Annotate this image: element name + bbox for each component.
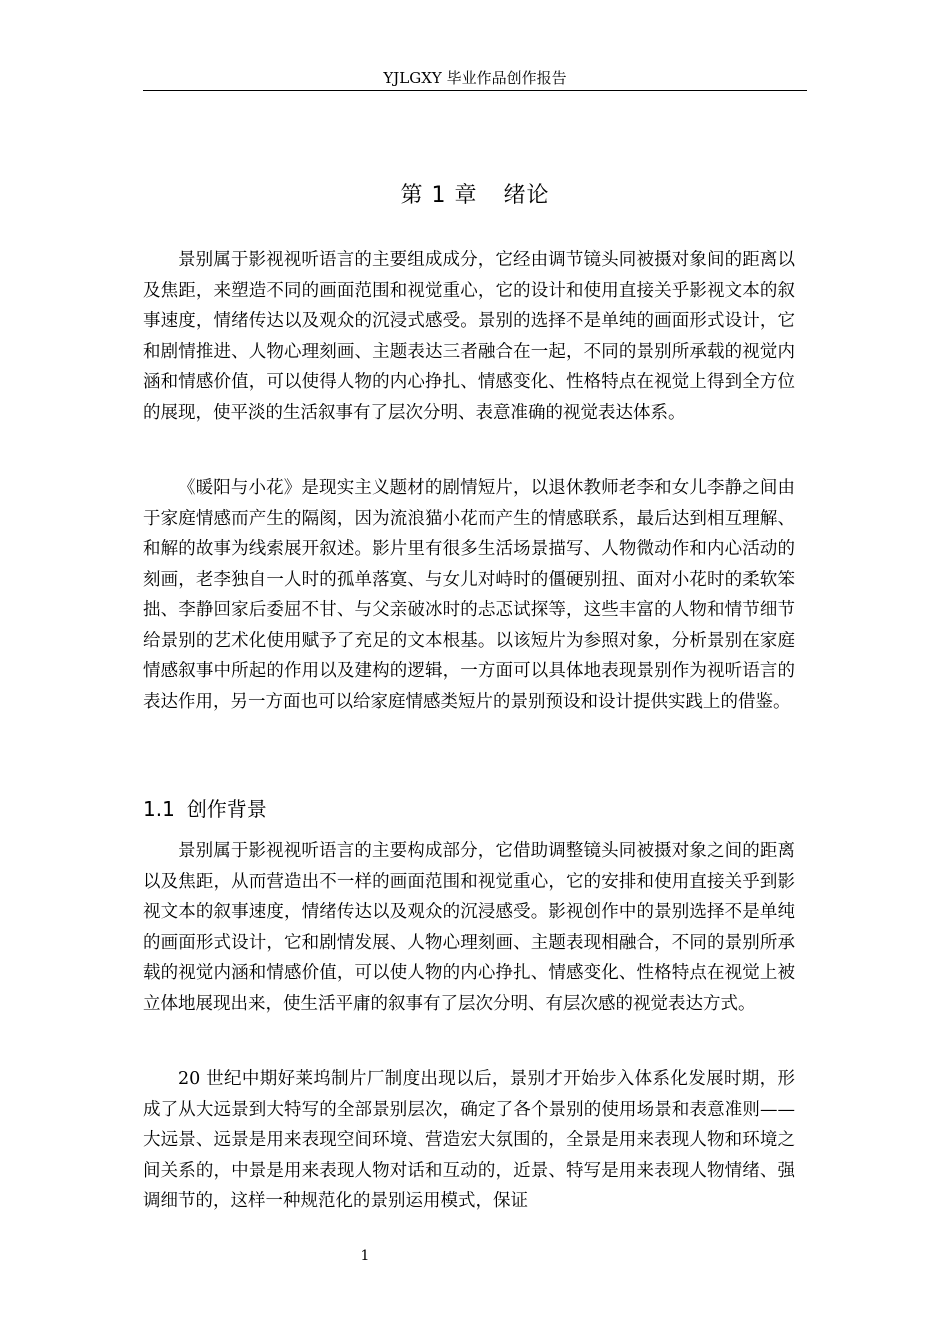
intro-paragraph-1: 景别属于影视视听语言的主要组成成分，它经由调节镜头同被摄对象间的距离以及焦距，来塑造不同的画面范围和视觉重心，它的设计和使用直接关乎影视文本的叙事速度，情绪传达以及观众的沉浸式感受。景别的选择不是单纯的画面形式设计，它和剧情推进、人物心理刻画、主题表达三者融合在一起，不同的景别所承载的视觉内涵和情感价值，可以使得人物的内心挣扎、情感变化、性格特点在视觉上得到全方位的展现，使平淡的生活叙事有了层次分明、表意准确的视觉表达体系。 bbox=[143, 250, 795, 423]
section-heading bbox=[143, 794, 267, 824]
section-number: 1.1 bbox=[143, 797, 175, 821]
header-rule bbox=[143, 90, 807, 91]
page-number: 1 bbox=[360, 1248, 370, 1264]
running-header: YJLGXY 毕业作品创作报告 bbox=[383, 69, 567, 87]
section-paragraph-1: 景别属于影视视听语言的主要构成部分，它借助调整镜头同被摄对象之间的距离以及焦距，从而营造出不一样的画面范围和视觉重心，它的安排和使用直接关乎到影视文本的叙事速度，情绪传达以及观众的沉浸感受。影视创作中的景别选择不是单纯的画面形式设计，它和剧情发展、人物心理刻画、主题表现相融合，不同的景别所承载的视觉内涵和情感价值，可以使人物的内心挣扎、情感变化、性格特点在视觉上被立体地展现出来，使生活平庸的叙事有了层次分明、有层次感的视觉表达方式。 bbox=[143, 841, 795, 1014]
chapter-number: 第 1 章 bbox=[400, 183, 478, 208]
chapter-name: 绪论 bbox=[503, 183, 550, 208]
chapter-title bbox=[143, 180, 807, 212]
intro-paragraph-2: 《暖阳与小花》是现实主义题材的剧情短片，以退休教师老李和女儿李静之间由于家庭情感而产生的隔阂，因为流浪猫小花而产生的情感联系，最后达到相互理解、和解的故事为线索展开叙述。影片里有很多生活场景描写、人物微动作和内心活动的刻画，老李独自一人时的孤单落寞、与女儿对峙时的僵硬别扭、面对小花时的柔软笨拙、李静回家后委屈不甘、与父亲破冰时的忐忑试探等，这些丰富的人物和情节细节给景别的艺术化使用赋予了充足的文本根基。以该短片为参照对象，分析景别在家庭情感叙事中所起的作用以及建构的逻辑，一方面可以具体地表现景别作为视听语言的表达作用，另一方面也可以给家庭情感类短片的景别预设和设计提供实践上的借鉴。 bbox=[143, 478, 795, 712]
section-paragraph-2: 20 世纪中期好莱坞制片厂制度出现以后，景别才开始步入体系化发展时期，形成了从大远景到大特写的全部景别层次，确定了各个景别的使用场景和表意准则——大远景、远景是用来表现空间环境、营造宏大氛围的，全景是用来表现人物和环境之间关系的，中景是用来表现人物对话和互动的，近景、特写是用来表现人物情绪、强调细节的，这样一种规范化的景别运用模式，保证 bbox=[143, 1069, 795, 1211]
section-name: 创作背景 bbox=[186, 797, 267, 821]
